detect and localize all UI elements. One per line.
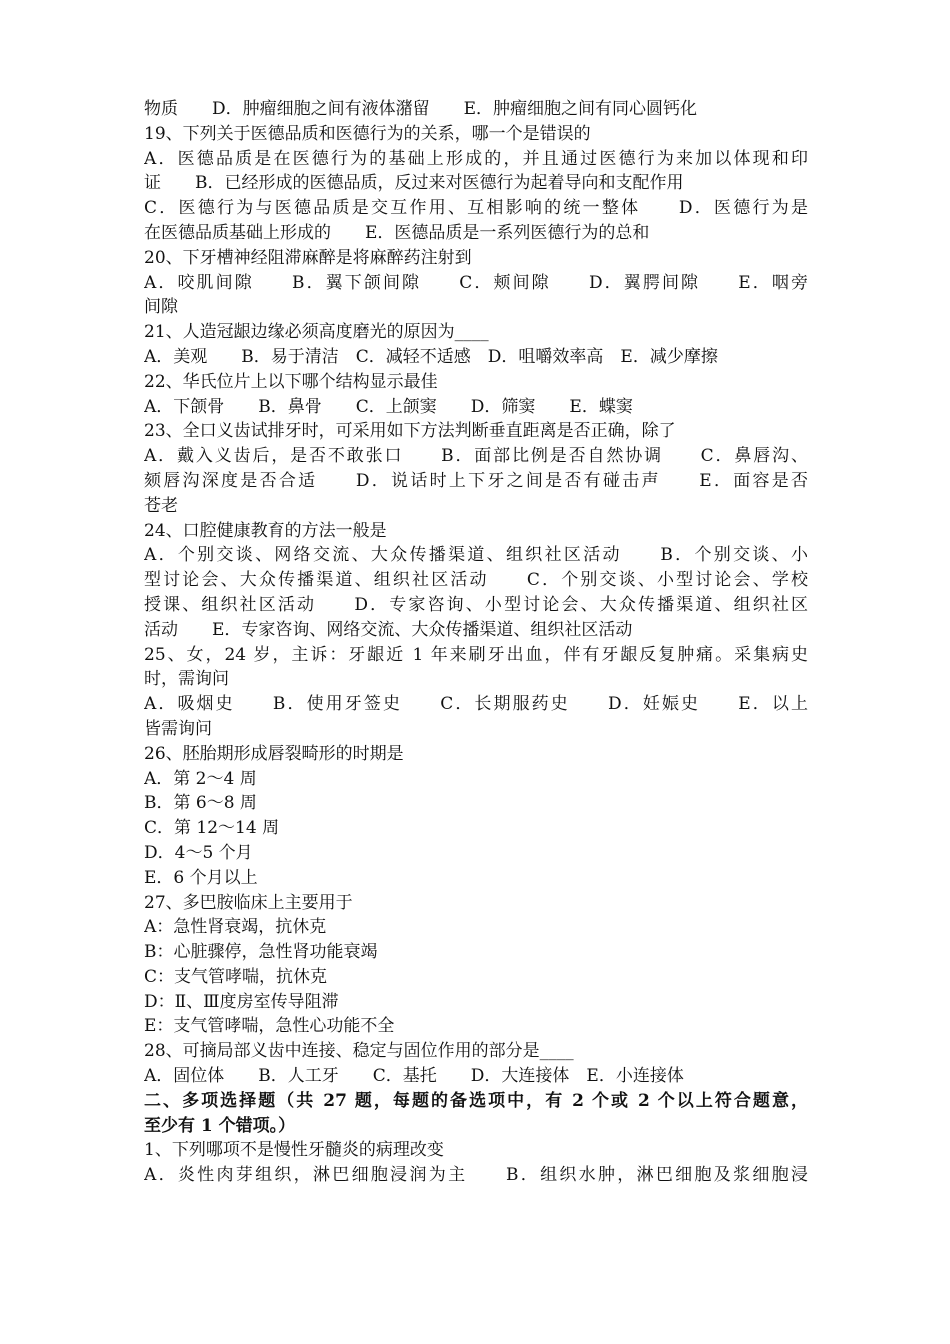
text-line: A．吸烟史 B．使用牙签史 C．长期服药史 D．妊娠史 E．以上 (144, 694, 808, 715)
text-line: A．咬肌间隙 B．翼下颌间隙 C．颊间隙 D．翼腭间隙 E．咽旁 (144, 272, 808, 293)
text-line: A．医德品质是在医德行为的基础上形成的，并且通过医德行为来加以体现和印 (144, 148, 808, 169)
text-line: 1、下列哪项不是慢性牙髓炎的病理改变 (144, 1140, 444, 1161)
text-line: 22、华氏位片上以下哪个结构显示最佳 (144, 371, 438, 392)
text-line: 28、可摘局部义齿中连接、稳定与固位作用的部分是____ (144, 1041, 574, 1062)
text-line: 24、口腔健康教育的方法一般是 (144, 520, 387, 541)
text-line: 苍老 (144, 495, 178, 516)
text-line: 在医德品质基础上形成的 E．医德品质是一系列医德行为的总和 (144, 222, 650, 243)
text-line: D：Ⅱ、Ⅲ度房室传导阻滞 (144, 991, 339, 1012)
text-line: A：急性肾衰竭，抗休克 (144, 917, 327, 938)
text-line: 间隙 (144, 297, 178, 318)
text-line: 20、下牙槽神经阻滞麻醉是将麻醉药注射到 (144, 247, 472, 268)
section-heading-line: 二、多项选择题（共 27 题，每题的备选项中，有 2 个或 2 个以上符合题意， (144, 1090, 808, 1111)
text-line: 物质 D．肿瘤细胞之间有液体潴留 E．肿瘤细胞之间有同心圆钙化 (144, 99, 698, 119)
text-line: 活动 E．专家咨询、网络交流、大众传播渠道、组织社区活动 (144, 619, 633, 640)
text-line: A．炎性肉芽组织，淋巴细胞浸润为主 B．组织水肿，淋巴细胞及浆细胞浸 (144, 1165, 808, 1186)
text-line: A．戴入义齿后，是否不敢张口 B．面部比例是否自然协调 C．鼻唇沟、 (144, 446, 808, 467)
text-line: 21、人造冠龈边缘必须高度磨光的原因为____ (144, 322, 489, 343)
text-line: 27、多巴胺临床上主要用于 (144, 892, 353, 913)
text-line: 型讨论会、大众传播渠道、组织社区活动 C．个别交谈、小型讨论会、学校 (144, 570, 808, 591)
document-page (144, 97, 808, 1188)
text-line: B．第 6～8 周 (144, 793, 257, 814)
section-heading-line: 至少有 1 个错项。） (144, 1115, 296, 1136)
text-line: D．4～5 个月 (144, 842, 253, 863)
text-line: A．个别交谈、网络交流、大众传播渠道、组织社区活动 B．个别交谈、小 (144, 545, 808, 566)
text-line: C．医德行为与医德品质是交互作用、互相影响的统一整体 D．医德行为是 (144, 198, 808, 219)
text-line: 颏唇沟深度是否合适 D．说话时上下牙之间是否有碰击声 E．面容是否 (144, 470, 808, 491)
text-line: 25、女，24 岁，主诉：牙龈近 1 年来刷牙出血，伴有牙龈反复肿痛。采集病史 (144, 644, 808, 665)
text-line: 23、全口义齿试排牙时，可采用如下方法判断垂直距离是否正确，除了 (144, 421, 676, 442)
text-line: 时，需询问 (144, 669, 229, 690)
text-line: B：心脏骤停，急性肾功能衰竭 (144, 942, 378, 963)
text-line: 证 B．已经形成的医德品质，反过来对医德行为起着导向和支配作用 (144, 173, 684, 194)
text-line: 授课、组织社区活动 D．专家咨询、小型讨论会、大众传播渠道、组织社区 (144, 594, 808, 615)
text-line: A．美观 B．易于清洁 C．减轻不适感 D．咀嚼效率高 E．减少摩擦 (144, 346, 718, 367)
text-line: E：支气管哮喘，急性心功能不全 (144, 1016, 395, 1037)
text-line: 皆需询问 (144, 718, 212, 739)
text-line: C：支气管哮喘，抗休克 (144, 966, 328, 987)
text-line: 26、胚胎期形成唇裂畸形的时期是 (144, 743, 404, 764)
text-line: E．6 个月以上 (144, 867, 258, 888)
text-line: A．第 2～4 周 (144, 768, 257, 789)
text-line: C．第 12～14 周 (144, 818, 280, 839)
text-line: A．固位体 B．人工牙 C．基托 D．大连接体 E．小连接体 (144, 1066, 684, 1087)
text-line: A．下颌骨 B．鼻骨 C．上颌窦 D．筛窦 E．蝶窦 (144, 396, 633, 417)
text-line: 19、下列关于医德品质和医德行为的关系，哪一个是错误的 (144, 123, 591, 144)
